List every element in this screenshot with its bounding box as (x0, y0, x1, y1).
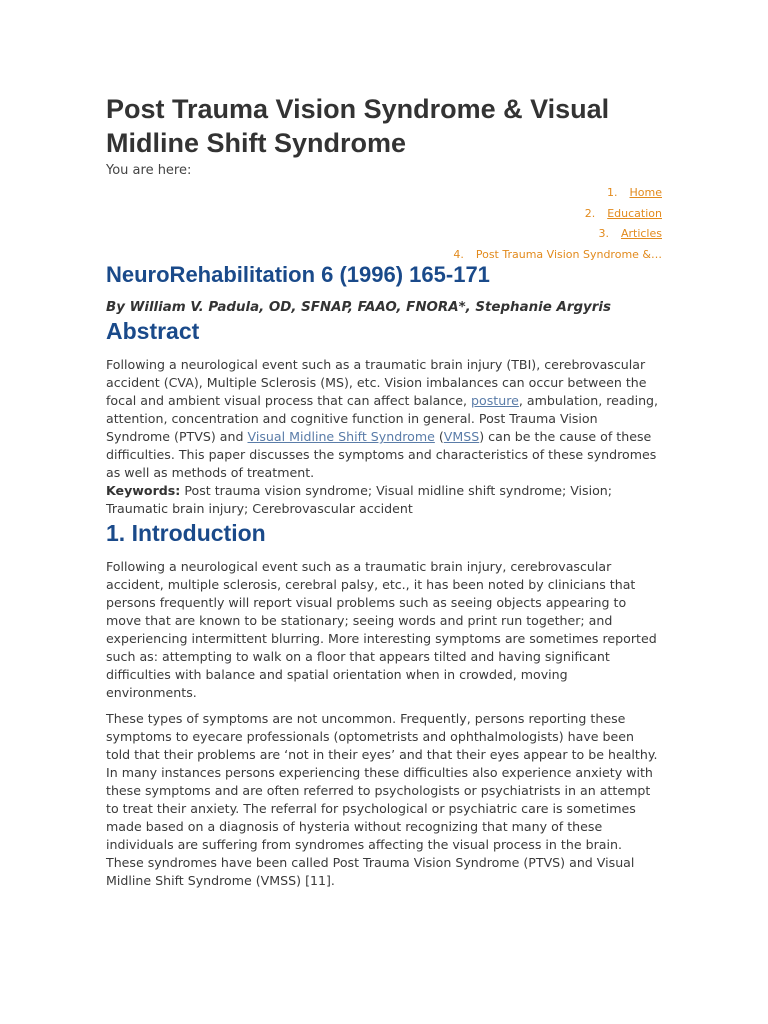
authors-line: By William V. Padula, OD, SFNAP, FAAO, FNORA*, Stephanie Argyris (106, 300, 611, 315)
breadcrumb-link-education[interactable]: Education (607, 206, 662, 220)
introduction-paragraph-1: Following a neurological event such as a traumatic brain injury, cerebrovascular accident, multiple sclerosis, cerebral palsy, etc., it has been noted by clinicians that persons frequently will report visual problems such as seeing objects appearing to move that are known to be stationary; seeing words and print run together; and experiencing intermittent blurring. More interesting symptoms are sometimes reported such as: attempting to walk on a floor that appears tilted and having significant difficulties with balance and spatial orientation when in crowded, moving environments. (106, 559, 657, 700)
breadcrumb-link-articles[interactable]: Articles (620, 227, 662, 240)
abstract-text (106, 356, 662, 518)
abstract-heading: Abstract (106, 318, 200, 344)
breadcrumb-number: 1. (607, 186, 618, 199)
page-title: Post Trauma Vision Syndrome & Visual Midline Shift Syndrome (106, 94, 610, 158)
breadcrumb-number: 3. (598, 227, 609, 240)
abstract-text-part: Following a neurological event such as a traumatic brain injury (TBI), cerebrovascular accident (CVA), Multiple Sclerosis (MS), etc. Vision imbalances can occur between the focal and ambient visual process that can affect balance, (106, 357, 647, 408)
breadcrumb-link-home[interactable]: Home (629, 186, 662, 199)
abstract-text-part: ) can be the cause of these difficulties. This paper discusses the symptoms and characteristics of these syndromes as well as methods of treatment. (106, 429, 657, 480)
introduction-heading: 1. Introduction (106, 520, 266, 546)
breadcrumb-item-education (453, 204, 662, 225)
abstract-text-part: ( (434, 429, 444, 444)
breadcrumb (453, 183, 662, 265)
vmss-full-link[interactable]: Visual Midline Shift Syndrome (247, 429, 435, 444)
breadcrumb-number: 4. (453, 247, 464, 261)
keywords-text: Post trauma vision syndrome; Visual midline shift syndrome; Vision; Traumatic brain injury; Cerebrovascular accident (106, 483, 613, 516)
posture-link[interactable]: posture (471, 393, 519, 408)
journal-citation: NeuroRehabilitation 6 (1996) 165-171 (106, 262, 490, 287)
breadcrumb-number: 2. (584, 206, 596, 220)
vmss-link[interactable]: VMSS (443, 429, 480, 444)
breadcrumb-item-articles (453, 224, 662, 245)
breadcrumb-item-home (453, 183, 662, 204)
keywords-label: Keywords: (106, 483, 181, 498)
breadcrumb-current-page: Post Trauma Vision Syndrome &… (475, 247, 662, 261)
you-are-here-label: You are here: (106, 163, 192, 178)
abstract-text-part: , ambulation, reading, attention, concentration and cognitive function in general. Post Trauma Vision Syndrome (PTVS) and (106, 393, 659, 444)
introduction-paragraph-2: These types of symptoms are not uncommon. Frequently, persons reporting these symptoms to eyecare professionals (optometrists and ophthalmologists) have been told that their problems are ‘not in their eyes’ and that their eyes appear to be healthy. In many instances persons experiencing these difficulties also experience anxiety with these symptoms and are often referred to psychologists or psychiatrists in an attempt to treat their anxiety. The referral for psychological or psychiatric care is sometimes made based on a diagnosis of hysteria without recognizing that many of these individuals are suffering from syndromes affecting the visual process in the brain. These syndromes have been called Post Trauma Vision Syndrome (PTVS) and Visual Midline Shift Syndrome (VMSS) [11]. (106, 711, 658, 888)
